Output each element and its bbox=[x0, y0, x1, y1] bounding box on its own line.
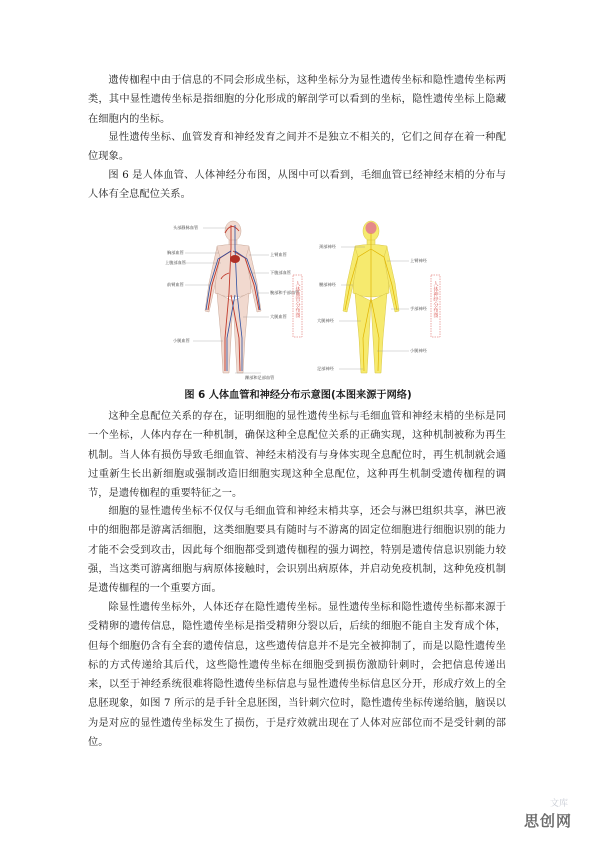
heart-icon bbox=[230, 255, 240, 263]
nerve-label-calf: 小腿神经 bbox=[410, 348, 427, 353]
vessel-label-lower-abdomen: 下腹部血管 bbox=[270, 270, 291, 275]
nerve-diagram-title: 人体神经分布图 bbox=[432, 281, 439, 318]
nerve-diagram bbox=[317, 221, 440, 373]
vessel-label-chest: 胸部血管 bbox=[167, 250, 184, 255]
paragraph-6: 除显性遗传坐标外，人体还存在隐性遗传坐标。显性遗传坐标和隐性遗传坐标都来源于受精卵的遗传信息，隐性遗传坐标是指受精卵分裂以后，后续的细胞不能自主发育成个体，但每个细胞仍含有全套的遗传信息，这些遗传信息并不是完全被抑制了，而是以隐性遗传坐标的方式传递给其后代，这些隐性遗传坐标在细胞受到损伤激励针刺时，会把信息传递出来，以至于神经系统很难将隐性遗传坐标信息与显性遗传坐标信息区分开，形成疗效上的全息胚现象，如图 7 所示的是手针全息胚图，当针刺穴位时，隐性遗传坐标传递给脑，脑误以为是对应的显性遗传坐标发生了损伤，于是疗效就出现在了人体对应部位而不是受针刺的部位。 bbox=[88, 602, 506, 749]
paragraph-2: 显性遗传坐标、血管发育和神经发育之间并不是独立不相关的，它们之间存在着一种配位现象。 bbox=[88, 132, 506, 163]
nerve-label-thigh: 大腿神经 bbox=[317, 318, 334, 323]
vessel-label-forearm: 前臂血管 bbox=[167, 282, 184, 287]
vessel-label-foot: 踝部和足部血管 bbox=[245, 375, 275, 380]
nerve-label-waist: 腰部神经 bbox=[319, 282, 336, 287]
brain-icon bbox=[366, 222, 377, 234]
vessel-diagram bbox=[165, 221, 302, 381]
nerve-label-foot: 足部神经 bbox=[317, 366, 334, 371]
vessel-label-thigh: 大腿血管 bbox=[270, 314, 287, 319]
vessel-label-upper-abdomen: 上腹部血管 bbox=[165, 260, 186, 265]
watermark bbox=[498, 791, 578, 835]
watermark-logo-text: 思创网 bbox=[523, 812, 572, 830]
vessel-label-calf: 小腿血管 bbox=[173, 338, 190, 343]
figure-caption: 图 6 人体血管和神经分布示意图(本图来源于网络) bbox=[184, 390, 412, 401]
figure-6-illustration bbox=[165, 213, 445, 383]
vessel-label-hand: 腕部和手部血管 bbox=[270, 290, 300, 295]
paragraph-3: 图 6 是人体血管、人体神经分布图，从图中可以看到，毛细血管已经神经末梢的分布与人体有全息配位关系。 bbox=[88, 170, 506, 201]
paragraph-5: 细胞的显性遗传坐标不仅仅与毛细血管和神经末梢共享，还会与淋巴组织共享，淋巴液中的细胞都是游离活细胞，这类细胞要具有随时与不游离的固定位细胞进行细胞识别的能力才能不会受到攻击，因此每个细胞都受到遗传枷程的强力调控，特别是遗传信息识别能力较强，当这类可游离细胞与病原体接触时，会识别出病原体，并启动免疫机制，这种免疫机制是遗传枷程的一个重要方面。 bbox=[88, 506, 506, 595]
vessel-diagram-title: 人体血管分布图 bbox=[294, 281, 301, 318]
figure-6 bbox=[165, 213, 445, 383]
paragraph-1: 遗传枷程中由于信息的不同会形成坐标，这种坐标分为显性遗传坐标和隐性遗传坐标两类，其中显性遗传坐标是指细胞的分化形成的解剖学可以看到的坐标，隐性遗传坐标上隐藏在细胞内的坐标。 bbox=[88, 75, 506, 125]
nerve-label-neck: 颈部神经 bbox=[319, 244, 336, 249]
vessel-label-head: 头部静脉血管 bbox=[173, 225, 199, 230]
nerve-label-upper-arm: 上臂神经 bbox=[410, 258, 427, 263]
paragraph-4: 这种全息配位关系的存在，证明细胞的显性遗传坐标与毛细血管和神经末梢的坐标是同一个坐标，人体内存在一种机制，确保这种全息配位关系的正确实现，这种机制被称为再生机制。当人体有损伤导致毛细血管、神经末梢没有与身体实现全息配位时，再生机制就会通过重新生长出新细胞或强制改造旧细胞实现这种全息配位，这种再生机制受遗传枷程的调节，是遗传枷程的重要特征之一。 bbox=[88, 411, 506, 500]
watermark-faint-text: 文库 bbox=[549, 799, 568, 809]
nerve-label-hand: 手部神经 bbox=[410, 306, 427, 311]
vessel-label-upper-arm: 上臂血管 bbox=[270, 252, 287, 257]
